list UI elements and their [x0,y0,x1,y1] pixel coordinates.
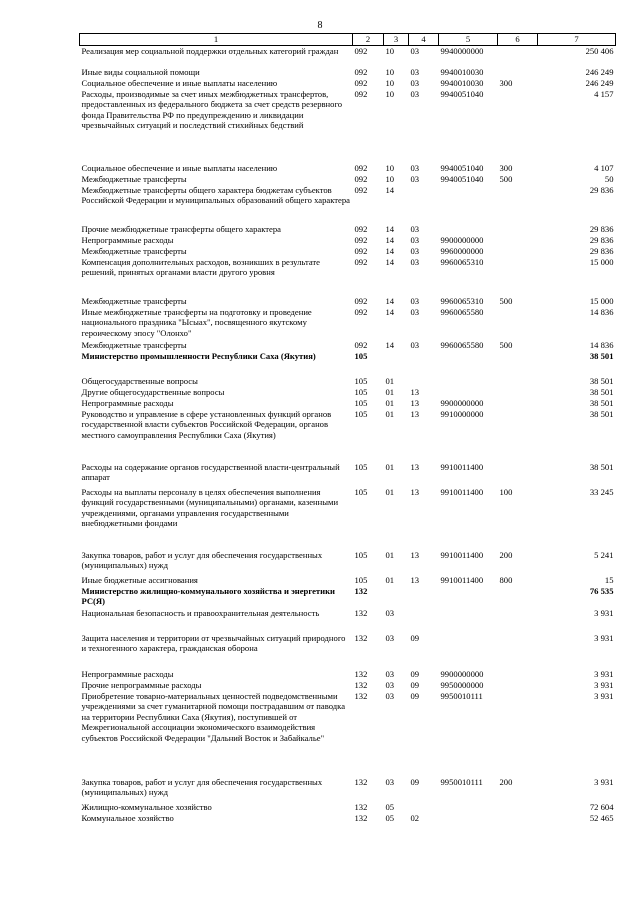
table-row [80,67,616,78]
row-ministry-code: 105 [354,375,368,386]
row-section-code: 14 [385,256,395,267]
row-section-code [384,586,409,608]
row-subsection-code: 09 [410,632,420,643]
row-expense-type-code [498,307,538,340]
row-ministry-code: 132 [354,812,368,823]
row-target-item-code: 9940000000 [440,46,484,56]
row-ministry-code: 092 [354,173,368,184]
row-amount: 15 [604,574,614,585]
row-subsection-code: 13 [410,408,420,419]
row-section-code: 10 [385,66,395,77]
row-subsection-code: 03 [410,88,420,99]
row-expense-type-code: 300 [499,77,513,88]
row-expense-type-code [498,462,538,487]
row-target-item-code [439,586,498,608]
table-row [80,462,616,487]
table-row [80,246,616,257]
table-row [80,174,616,185]
row-target-item-code: 9940010030 [440,77,484,88]
row-subsection-code: 03 [410,234,420,245]
row-target-item-code: 9950010111 [440,776,483,787]
row-amount: 38 501 [589,350,614,361]
row-ministry-code: 132 [354,607,368,618]
row-ministry-code: 092 [354,339,368,350]
row-section-code: 14 [385,184,395,195]
table-row [80,257,616,296]
row-expense-type-code [498,608,538,633]
row-name: Общегосударственные вопросы [81,375,198,386]
table-row [80,224,616,235]
row-name: Расходы на выплаты персоналу в целях обеспечения выполнения функций государственными (муниципальными) органами, казенными учреждениями, органами управления государственными внебюджетными фондами [81,486,339,528]
row-amount: 38 501 [589,408,614,419]
row-name: Расходы, производимые за счет иных межбюджетных трансфертов, предоставленных из федерального бюджета за счет средств резервного фонда Правительства РФ по предупреждению и ликвидации чрезвычайных ситуаций и последствий стихийных бедствий [81,88,343,130]
row-section-code: 03 [385,679,395,690]
row-expense-type-code [498,235,538,246]
row-name: Жилищно-коммунальное хозяйство [81,801,212,812]
row-section-code: 01 [385,386,395,397]
row-target-item-code [439,608,498,633]
row-subsection-code: 09 [410,776,420,787]
row-section-code: 03 [385,690,395,701]
column-header: 6 [498,34,538,46]
table-row [80,235,616,246]
row-expense-type-code: 100 [499,486,513,497]
row-ministry-code: 132 [354,679,368,690]
row-ministry-code: 105 [354,574,368,585]
row-section-code: 14 [385,245,395,256]
table-row [80,777,616,802]
row-expense-type-code: 500 [499,339,513,350]
table-row [80,802,616,813]
row-expense-type-code [498,67,538,78]
row-subsection-code: 03 [410,77,420,88]
budget-table [79,33,616,824]
row-subsection-code: 13 [410,461,420,472]
row-subsection-code: 13 [410,549,420,560]
row-expense-type-code [498,46,538,67]
row-section-code: 14 [385,339,395,350]
row-amount: 38 501 [589,461,614,472]
row-ministry-code: 105 [354,486,368,497]
row-amount: 76 535 [589,585,614,596]
row-expense-type-code [498,586,538,608]
row-name: Защита населения и территории от чрезвычайных ситуаций природного и техногенного характера, гражданская оборона [81,632,346,653]
row-amount: 29 836 [589,184,614,195]
row-ministry-code: 105 [354,350,368,361]
row-amount: 5 241 [594,549,614,560]
table-row [80,575,616,586]
row-target-item-code: 9910011400 [440,574,484,585]
row-target-item-code: 9960000000 [440,245,484,256]
row-expense-type-code: 200 [499,776,513,787]
column-header: 4 [409,34,439,46]
row-target-item-code: 9960065580 [440,339,484,350]
row-subsection-code: 03 [410,295,420,306]
row-ministry-code: 092 [354,306,368,317]
table-row [80,351,616,376]
table-row [80,376,616,387]
row-name: Иные бюджетные ассигнования [81,574,198,585]
row-expense-type-code [498,89,538,163]
row-target-item-code: 9910011400 [440,486,484,497]
row-expense-type-code [498,813,538,824]
row-subsection-code: 09 [410,668,420,679]
row-name: Другие общегосударственные вопросы [81,386,225,397]
row-expense-type-code [498,398,538,409]
table-row [80,586,616,608]
table-row [80,387,616,398]
row-target-item-code [439,813,498,824]
row-target-item-code [439,224,498,235]
table-row [80,813,616,824]
row-target-item-code: 9910000000 [440,408,484,419]
row-amount: 29 836 [589,245,614,256]
row-name: Компенсация дополнительных расходов, возникших в результате решений, принятых органами власти другого уровня [81,256,320,277]
column-header: 5 [439,34,498,46]
row-amount: 72 604 [589,801,614,812]
row-name: Межбюджетные трансферты [81,339,187,350]
row-subsection-code: 13 [410,386,420,397]
row-target-item-code [439,387,498,398]
row-amount: 246 249 [585,77,614,88]
table-row [80,669,616,680]
row-expense-type-code [498,185,538,224]
row-ministry-code: 132 [354,632,368,643]
row-subsection-code: 03 [410,256,420,267]
row-name: Непрограммные расходы [81,397,174,408]
row-amount: 4 107 [594,162,614,173]
row-ministry-code: 105 [354,386,368,397]
row-name: Иные межбюджетные трансферты на подготовку и проведение национального праздника "Ысыах", посвященного якутскому героическому эпосу "Олонхо" [81,306,312,338]
row-subsection-code: 03 [410,173,420,184]
row-target-item-code: 9900000000 [440,668,484,679]
row-amount: 250 406 [585,46,614,56]
row-target-item-code: 9960065310 [440,295,484,306]
table-row [80,633,616,669]
row-subsection-code [409,351,439,376]
row-target-item-code [439,802,498,813]
row-subsection-code: 03 [410,162,420,173]
row-ministry-code: 132 [354,668,368,679]
row-section-code: 01 [385,549,395,560]
row-ministry-code: 092 [354,234,368,245]
row-expense-type-code [498,246,538,257]
row-amount: 15 000 [589,295,614,306]
row-amount: 29 836 [589,223,614,234]
row-ministry-code: 092 [354,184,368,195]
row-section-code: 10 [385,46,395,56]
row-expense-type-code [498,669,538,680]
table-row [80,163,616,174]
row-expense-type-code: 300 [499,162,513,173]
row-ministry-code: 132 [354,690,368,701]
row-name: Национальная безопасность и правоохранительная деятельность [81,607,320,618]
row-ministry-code: 132 [354,801,368,812]
row-subsection-code: 03 [410,66,420,77]
row-amount: 52 465 [589,812,614,823]
row-amount: 14 836 [589,339,614,350]
row-amount: 3 931 [594,668,614,679]
table-row [80,89,616,163]
table-row [80,78,616,89]
row-amount: 15 000 [589,256,614,267]
row-section-code: 14 [385,234,395,245]
row-expense-type-code: 200 [499,549,513,560]
row-subsection-code: 03 [410,223,420,234]
row-target-item-code: 9950010111 [440,690,483,701]
row-amount: 14 836 [589,306,614,317]
row-amount: 33 245 [589,486,614,497]
row-expense-type-code [498,257,538,296]
row-amount: 3 931 [594,690,614,701]
row-amount: 3 931 [594,607,614,618]
row-amount: 3 931 [594,679,614,690]
row-target-item-code: 9940010030 [440,66,484,77]
row-section-code: 03 [385,776,395,787]
row-ministry-code: 092 [354,245,368,256]
row-target-item-code: 9940051040 [440,173,484,184]
row-target-item-code: 9960065580 [440,306,484,317]
row-section-code: 10 [385,77,395,88]
row-name: Прочие непрограммные расходы [81,679,202,690]
row-subsection-code [409,608,439,633]
row-target-item-code: 9950000000 [440,679,484,690]
row-name: Закупка товаров, работ и услуг для обеспечения государственных (муниципальных) нужд [81,776,323,797]
row-expense-type-code [498,802,538,813]
row-section-code: 10 [385,173,395,184]
row-name: Социальное обеспечение и иные выплаты населению [81,162,278,173]
row-section-code: 01 [385,574,395,585]
row-expense-type-code: 500 [499,173,513,184]
row-ministry-code: 092 [354,88,368,99]
row-expense-type-code [498,691,538,777]
row-amount: 29 836 [589,234,614,245]
column-header: 3 [384,34,409,46]
row-amount: 4 157 [594,88,614,99]
row-subsection-code [409,586,439,608]
row-amount: 50 [604,173,614,184]
row-amount: 38 501 [589,397,614,408]
column-header: 1 [80,34,353,46]
row-section-code: 05 [385,812,395,823]
row-target-item-code: 9910011400 [440,549,484,560]
row-expense-type-code [498,680,538,691]
row-name: Прочие межбюджетные трансферты общего характера [81,223,281,234]
row-target-item-code [439,633,498,669]
row-target-item-code: 9960065310 [440,256,484,267]
row-section-code: 01 [385,461,395,472]
row-subsection-code [409,802,439,813]
row-subsection-code: 13 [410,486,420,497]
row-section-code: 01 [385,486,395,497]
row-section-code: 01 [385,397,395,408]
row-name: Непрограммные расходы [81,234,174,245]
row-section-code: 03 [385,668,395,679]
row-subsection-code: 03 [410,306,420,317]
row-subsection-code: 13 [410,574,420,585]
row-ministry-code: 132 [354,776,368,787]
row-ministry-code: 092 [354,77,368,88]
row-name: Расходы на содержание органов государственной власти-центральный аппарат [81,461,340,482]
row-name: Реализация мер социальной поддержки отдельных категорий граждан [81,46,339,56]
row-subsection-code: 13 [410,397,420,408]
row-subsection-code: 03 [410,339,420,350]
row-section-code [384,351,409,376]
row-ministry-code: 092 [354,223,368,234]
page-number: 8 [317,20,323,31]
row-name: Коммунальное хозяйство [81,812,174,823]
row-section-code: 10 [385,88,395,99]
row-amount: 246 249 [585,66,614,77]
row-section-code: 14 [385,306,395,317]
row-name: Министерство жилищно-коммунального хозяйства и энергетики РС(Я) [81,585,336,606]
row-name: Иные виды социальной помощи [81,66,200,77]
row-section-code: 01 [385,375,395,386]
row-ministry-code: 105 [354,408,368,419]
table-row [80,409,616,462]
row-target-item-code: 9900000000 [440,234,484,245]
row-name: Межбюджетные трансферты [81,173,187,184]
row-ministry-code: 105 [354,461,368,472]
row-expense-type-code [498,224,538,235]
table-row [80,550,616,575]
row-subsection-code: 09 [410,690,420,701]
row-subsection-code: 09 [410,679,420,690]
row-name: Социальное обеспечение и иные выплаты населению [81,77,278,88]
row-section-code: 03 [385,607,395,618]
row-expense-type-code: 500 [499,295,513,306]
table-row [80,608,616,633]
row-ministry-code: 092 [354,46,368,56]
row-name: Межбюджетные трансферты общего характера бюджетам субъектов Российской Федерации и муниципальных образований общего характера [81,184,350,205]
row-section-code: 01 [385,408,395,419]
row-expense-type-code [498,409,538,462]
row-ministry-code: 132 [354,585,368,596]
header-row [80,34,616,46]
row-name: Министерство промышленности Республики Саха (Якутия) [81,350,316,361]
row-target-item-code: 9900000000 [440,397,484,408]
row-target-item-code: 9910011400 [440,461,484,472]
row-section-code: 10 [385,162,395,173]
row-target-item-code [439,351,498,376]
row-expense-type-code [498,351,538,376]
row-expense-type-code [498,633,538,669]
row-target-item-code: 9940051040 [440,162,484,173]
row-amount: 38 501 [589,386,614,397]
row-ministry-code: 105 [354,397,368,408]
table-row [80,340,616,351]
table-row [80,185,616,224]
row-section-code: 03 [385,632,395,643]
row-section-code: 14 [385,223,395,234]
row-subsection-code: 03 [410,245,420,256]
table-row [80,487,616,550]
row-name: Закупка товаров, работ и услуг для обеспечения государственных (муниципальных) нужд [81,549,323,570]
table-row [80,307,616,340]
row-ministry-code: 105 [354,549,368,560]
table-row [80,398,616,409]
row-name: Приобретение товарно-материальных ценностей подведомственными учреждениями за счет гуманитарной помощи пострадавшим от паводка на территории Республики Саха (Якутия), поступившей от Межрегиональной ассоциации экономического взаимодействия субъектов Российской Федерации "Дальний Восток и Забайкалье" [81,690,346,743]
table-row [80,691,616,777]
row-expense-type-code [498,376,538,387]
row-name: Межбюджетные трансферты [81,295,187,306]
row-amount: 3 931 [594,632,614,643]
row-ministry-code: 092 [354,66,368,77]
table-row [80,296,616,307]
row-name: Непрограммные расходы [81,668,174,679]
table-row [80,680,616,691]
row-target-item-code: 9940051040 [440,88,484,99]
row-name: Руководство и управление в сфере установленных функций органов государственной власти субъектов Российской Федерации, органов местного самоуправления Республики Саха (Якутия) [81,408,332,440]
row-subsection-code: 03 [410,46,420,56]
column-header: 2 [353,34,384,46]
row-subsection-code [409,185,439,224]
row-expense-type-code [498,387,538,398]
row-expense-type-code: 800 [499,574,513,585]
row-amount: 38 501 [589,375,614,386]
row-name: Межбюджетные трансферты [81,245,187,256]
row-amount: 3 931 [594,776,614,787]
row-target-item-code [439,376,498,387]
row-ministry-code: 092 [354,256,368,267]
table-row [80,46,616,67]
row-target-item-code [439,185,498,224]
row-ministry-code: 092 [354,295,368,306]
row-section-code: 05 [385,801,395,812]
row-subsection-code: 02 [410,812,420,823]
column-header: 7 [538,34,616,46]
row-ministry-code: 092 [354,162,368,173]
row-section-code: 14 [385,295,395,306]
row-subsection-code [409,376,439,387]
